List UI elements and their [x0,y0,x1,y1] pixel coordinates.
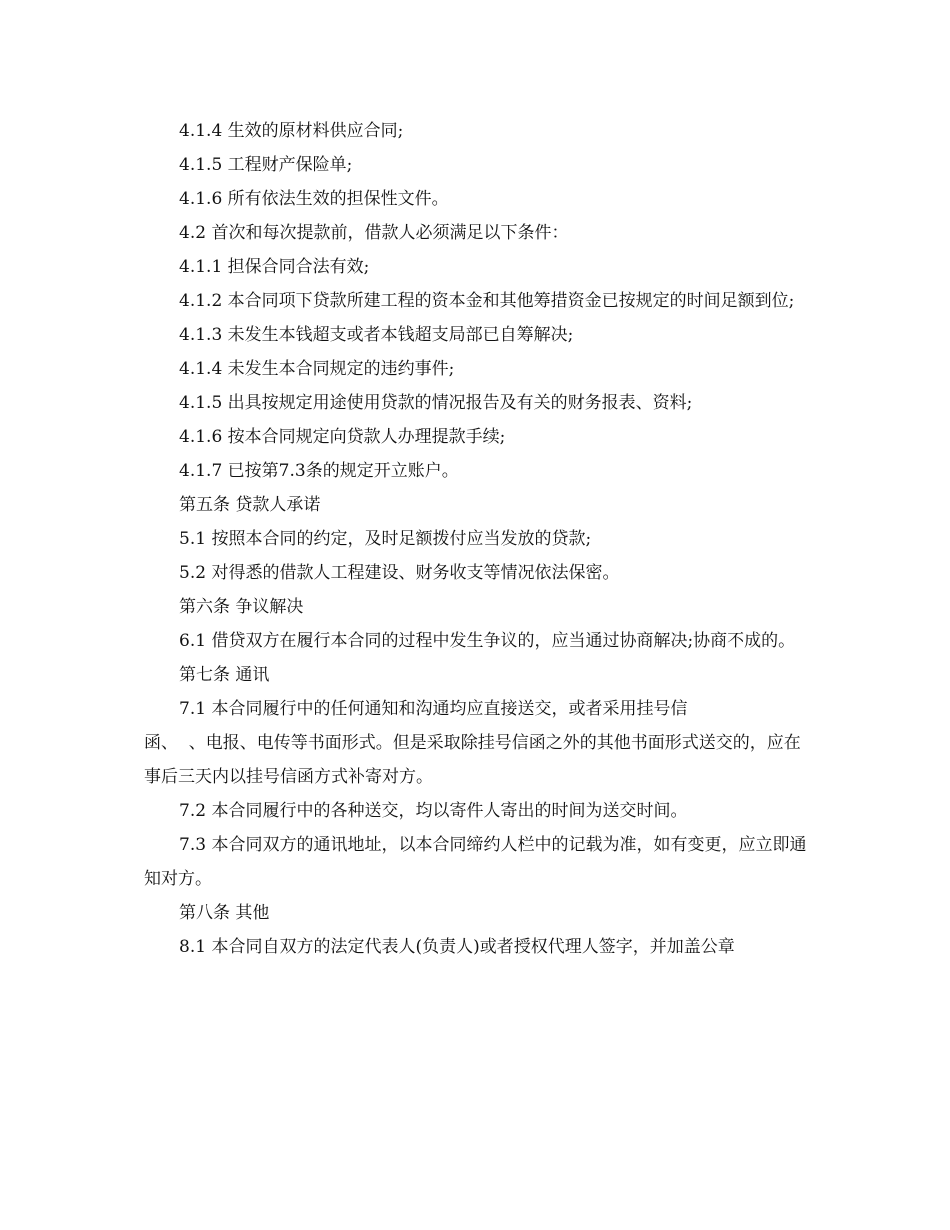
paragraph-4-1-1: 4.1.1 担保合同合法有效; [179,257,370,277]
article-6-heading: 第六条 争议解决 [179,597,304,617]
paragraph-8-1: 8.1 本合同自双方的法定代表人(负责人)或者授权代理人签字，并加盖公章 [179,937,735,957]
paragraph-5-2: 5.2 对得悉的借款人工程建设、财务收支等情况依法保密。 [179,563,620,583]
paragraph-6-1: 6.1 借贷双方在履行本合同的过程中发生争议的，应当通过协商解决;协商不成的。 [179,631,796,651]
paragraph-7-1-continued: 函、 、电报、电传等书面形式。但是采取除挂号信函之外的其他书面形式送交的，应在事后三天内以挂号信函方式补寄对方。 [144,733,801,787]
paragraph-4-1-2: 4.1.2 本合同项下贷款所建工程的资本金和其他筹措资金已按规定的时间足额到位; [179,291,795,311]
paragraph-5-1: 5.1 按照本合同的约定，及时足额拨付应当发放的贷款; [179,529,592,549]
paragraph-4-1-5-b: 4.1.5 出具按规定用途使用贷款的情况报告及有关的财务报表、资料; [179,393,693,413]
paragraph-7-2: 7.2 本合同履行中的各种送交，均以寄件人寄出的时间为送交时间。 [179,801,688,821]
paragraph-4-1-7: 4.1.7 已按第7.3条的规定开立账户。 [179,461,459,481]
paragraph-4-1-4: 4.1.4 生效的原材料供应合同; [179,121,404,141]
paragraph-4-1-6: 4.1.6 所有依法生效的担保性文件。 [179,189,449,209]
paragraph-7-1: 7.1 本合同履行中的任何通知和沟通均应直接送交，或者采用挂号信 [179,699,688,719]
article-5-heading: 第五条 贷款人承诺 [179,495,321,515]
paragraph-4-1-3: 4.1.3 未发生本钱超支或者本钱超支局部已自筹解决; [179,325,574,345]
paragraph-4-1-5: 4.1.5 工程财产保险单; [179,155,353,175]
paragraph-4-2: 4.2 首次和每次提款前，借款人必须满足以下条件： [179,223,569,243]
paragraph-4-1-4-b: 4.1.4 未发生本合同规定的违约事件; [179,359,455,379]
paragraph-7-3: 7.3 本合同双方的通讯地址，以本合同缔约人栏中的记载为准，如有变更，应立即通知对方。 [144,835,807,889]
paragraph-4-1-6-b: 4.1.6 按本合同规定向贷款人办理提款手续; [179,427,506,447]
article-7-heading: 第七条 通讯 [179,665,270,685]
article-8-heading: 第八条 其他 [179,903,270,923]
